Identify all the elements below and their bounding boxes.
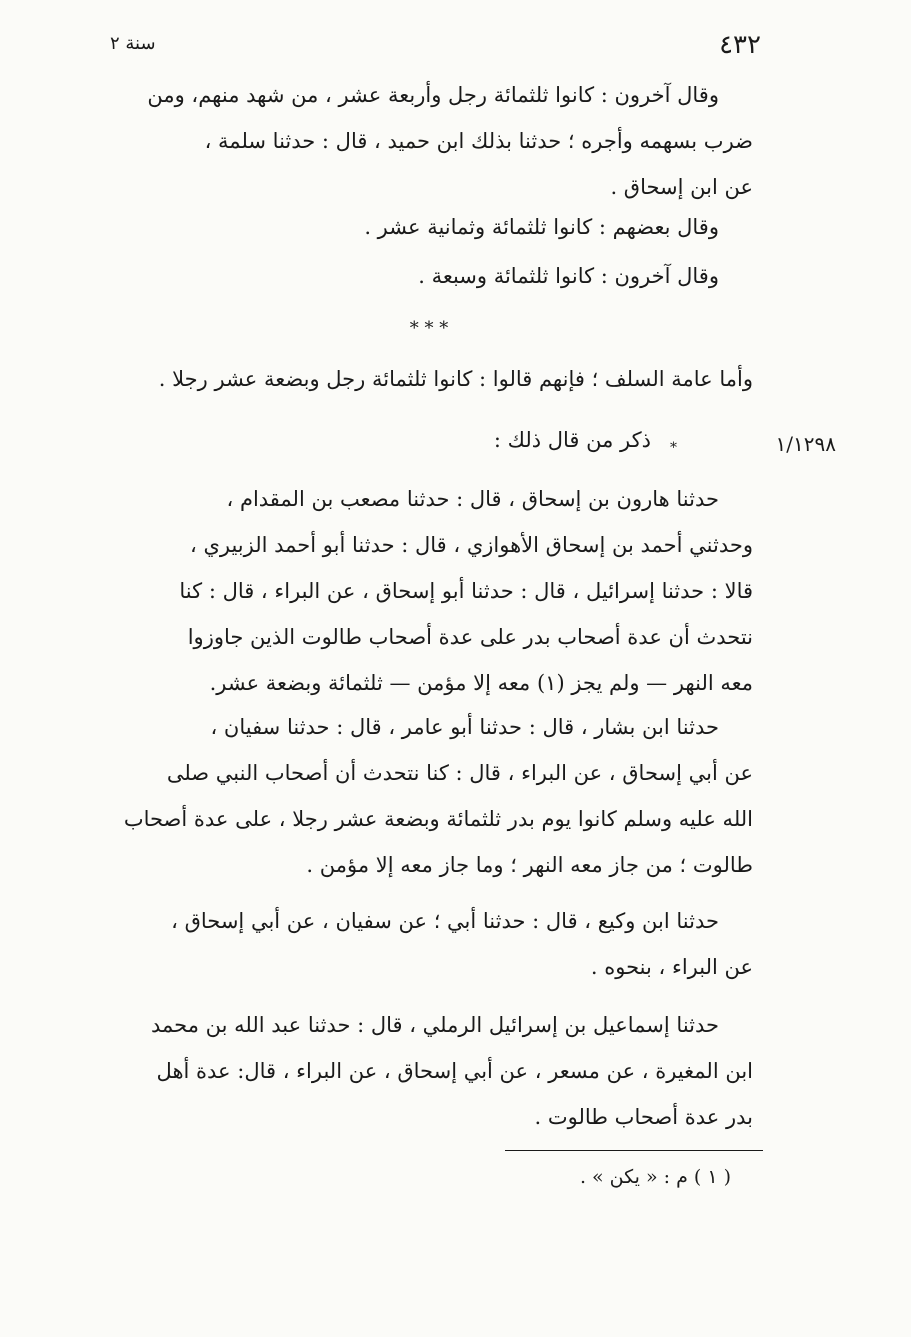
text-line: عن ابن إسحاق .: [610, 175, 753, 199]
text-line: حدثنا ابن وكيع ، قال : حدثنا أبي ؛ عن سفيان ، عن أبي إسحاق ،: [171, 909, 719, 933]
text-line: حدثنا ابن بشار ، قال : حدثنا أبو عامر ، قال : حدثنا سفيان ،: [210, 715, 719, 739]
section-heading: ذكر من قال ذلك :: [493, 428, 651, 452]
text-line: عن أبي إسحاق ، عن البراء ، قال : كنا نتحدث أن أصحاب النبي صلى: [166, 761, 753, 785]
text-line: وأما عامة السلف ؛ فإنهم قالوا : كانوا ثلثمائة رجل وبضعة عشر رجلا .: [158, 367, 753, 391]
text-line: ابن المغيرة ، عن مسعر ، عن أبي إسحاق ، عن البراء ، قال: عدة أهل: [156, 1059, 753, 1083]
text-line: وقال آخرون : كانوا ثلثمائة وسبعة .: [418, 264, 719, 288]
section-separator: * * *: [409, 318, 449, 339]
short-statement: [105, 204, 753, 250]
text-line: معه النهر — ولم يجز (١) معه إلا مؤمن — ثلثمائة وبضعة عشر.: [209, 671, 753, 695]
page-number: ٤٣٢: [719, 30, 761, 60]
text-line: قالا : حدثنا إسرائيل ، قال : حدثنا أبو إسحاق ، عن البراء ، قال : كنا: [179, 579, 753, 603]
text-line: عن البراء ، بنحوه .: [590, 955, 753, 979]
text-line: حدثنا هارون بن إسحاق ، قال : حدثنا مصعب بن المقدام ،: [226, 487, 719, 511]
text-line: حدثنا إسماعيل بن إسرائيل الرملي ، قال : حدثنا عبد الله بن محمد: [151, 1013, 719, 1037]
narration-paragraph: [105, 1002, 753, 1140]
text-line: نتحدث أن عدة أصحاب بدر على عدة أصحاب طالوت الذين جاوزوا: [187, 625, 753, 649]
narration-paragraph: [105, 476, 753, 706]
year-label: سنة ٢: [110, 33, 156, 54]
text-line: طالوت ؛ من جاز معه النهر ؛ وما جاز معه إلا مؤمن .: [306, 853, 753, 877]
narration-paragraph: [105, 704, 753, 888]
heading-star: *: [670, 440, 677, 456]
footnote-rule: [505, 1150, 763, 1151]
text-line: الله عليه وسلم كانوا يوم بدر ثلثمائة وبضعة عشر رجلا ، على عدة أصحاب: [123, 807, 753, 831]
footnote: ( ١ ) م : « يكن » .: [579, 1166, 731, 1188]
salaf-paragraph: [105, 356, 753, 402]
text-line: وقال بعضهم : كانوا ثلثمائة وثمانية عشر .: [364, 215, 719, 239]
opening-paragraph: [105, 72, 753, 210]
text-line: وحدثني أحمد بن إسحاق الأهوازي ، قال : حدثنا أبو أحمد الزبيري ،: [189, 533, 753, 557]
text-line: بدر عدة أصحاب طالوت .: [534, 1105, 753, 1129]
margin-reference: ١/١٢٩٨: [775, 432, 836, 456]
narration-paragraph: [105, 898, 753, 990]
text-line: ضرب بسهمه وأجره ؛ حدثنا بذلك ابن حميد ، قال : حدثنا سلمة ،: [204, 129, 753, 153]
short-statement: [105, 253, 753, 299]
text-line: وقال آخرون : كانوا ثلثمائة رجل وأربعة عشر ، من شهد منهم، ومن: [147, 83, 719, 107]
